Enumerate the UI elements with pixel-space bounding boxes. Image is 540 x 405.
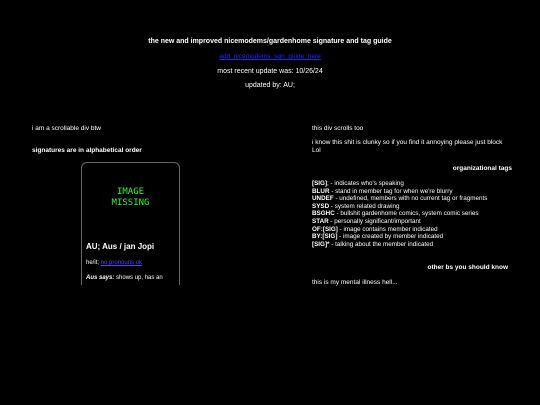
clunky-note: i know this shit is clunky so if you find it annoying please just block Lol (312, 139, 503, 154)
guide-link[interactable]: add_nicemodems_sgn_guide_here (219, 53, 321, 60)
tag-code: STAR (312, 217, 329, 225)
link-line (0, 53, 540, 60)
tag-description: - image created by member indicated (337, 233, 444, 241)
other-heading: other bs you should know (427, 264, 508, 271)
missing-image-placeholder: IMAGE MISSING (111, 187, 150, 208)
tag-description: - talking about the member indicated (329, 240, 434, 248)
tag-item (312, 180, 512, 188)
pronouns-link[interactable]: no pronouns ok (100, 260, 143, 266)
scroll-note: i am a scrollable div btw (32, 125, 101, 132)
says-text: shows up, has an (114, 275, 163, 281)
tag-list (312, 180, 512, 248)
updated-by-text: updated by: AU; (245, 82, 295, 89)
tag-item (312, 233, 512, 241)
page-title: the new and improved nicemodems/gardenhome signature and tag guide (148, 38, 392, 45)
mental-note: this is my mental illness hell... (312, 279, 398, 286)
tag-code: BSGHC (312, 210, 335, 218)
right-scroll-note: this div scrolls too (312, 125, 364, 132)
tag-code: BLUR (312, 187, 330, 195)
sort-note: signatures are in alphabetical order (32, 147, 142, 154)
tag-item (312, 241, 512, 249)
signature-name: AU; Aus / jan Jopi (86, 242, 155, 251)
right-scroll-panel[interactable] (312, 125, 512, 248)
tag-code: [SIG]* (312, 240, 330, 248)
tag-item (312, 210, 512, 218)
signature-card[interactable] (81, 162, 180, 285)
tag-code: SYSD (312, 202, 330, 210)
tag-description: - stand in member tag for when we're blurry (329, 187, 453, 195)
tag-item (312, 188, 512, 196)
tag-code: BY:[SIG] (312, 233, 338, 241)
tags-heading: organizational tags (452, 165, 512, 172)
pronouns-text: he/it; (86, 260, 101, 266)
tag-description: - image contains member indicated (337, 225, 438, 233)
tag-item (312, 218, 512, 226)
signature-pronouns (86, 260, 142, 266)
signature-says (86, 274, 176, 282)
tag-item (312, 226, 512, 234)
left-scroll-panel[interactable] (32, 125, 282, 154)
tag-description: - bullshit gardenhome comics, system comic series (334, 210, 479, 218)
tag-description: - personally significant/important (328, 217, 421, 225)
tag-item (312, 203, 512, 211)
tag-item (312, 195, 512, 203)
says-label: Aus says: (86, 275, 115, 281)
last-update-text: most recent update was: 10/26/24 (217, 68, 323, 75)
tag-description: - system related drawing (329, 202, 400, 210)
tag-code: [SIG] (312, 180, 328, 187)
tag-description: ; - indicates who's speaking (327, 180, 404, 187)
tag-code: UNDEF (312, 195, 334, 203)
tag-code: OF:[SIG] (312, 225, 338, 233)
tag-description: - undefined, members with no current tag or fragments (333, 195, 488, 203)
